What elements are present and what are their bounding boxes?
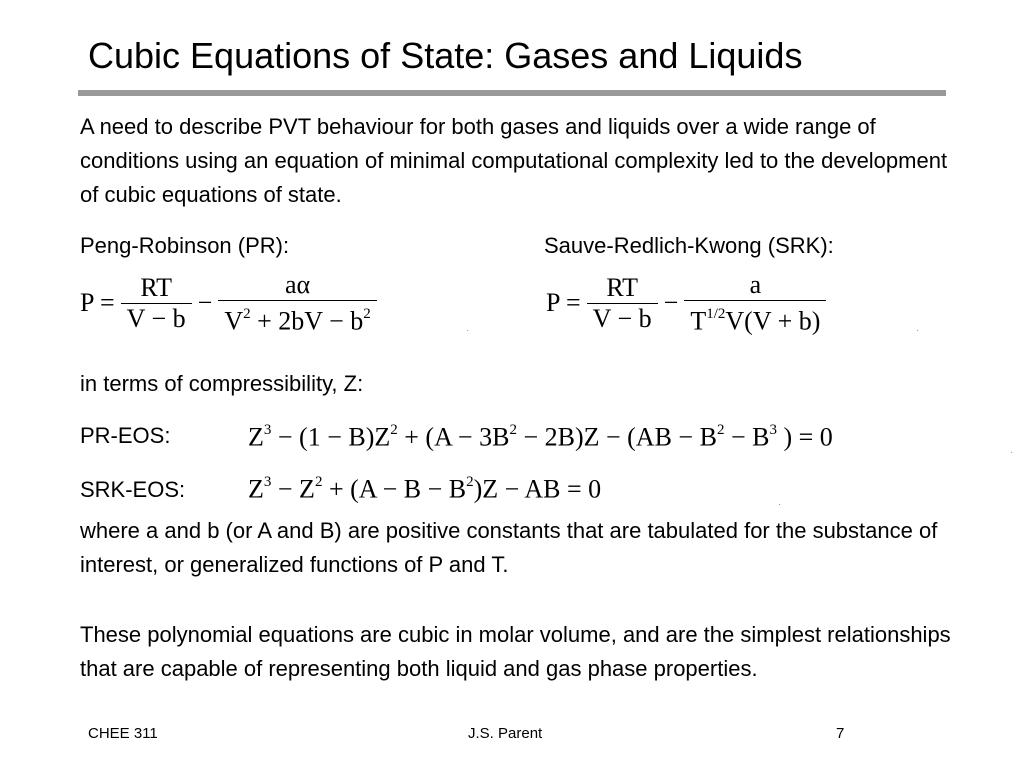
srk-eos-label: SRK-EOS: [80, 477, 186, 502]
pr-eos-sup: 2 [509, 422, 517, 438]
srk-eos-sup: 2 [314, 474, 323, 490]
footer-page-number: 7 [836, 725, 845, 742]
polynomial-paragraph: These polynomial equations are cubic in molar volume, and are the simplest relationships that are capable of representing both liquid and gas phase properties. [80, 622, 951, 681]
srk-eos-part: Z [248, 474, 264, 504]
pr-term1-denominator: V − b [121, 303, 192, 334]
srk-eos-part: − Z [277, 474, 315, 504]
srk-dot-mark: · [916, 325, 920, 336]
srk-eos-part: )Z − AB = 0 [473, 474, 602, 504]
pr-den-rest: + 2bV − b [257, 306, 364, 336]
srk-term2-fraction [684, 270, 826, 337]
pr-heading: Peng-Robinson (PR): [80, 233, 290, 258]
srk-eos-part: + (A − B − B [328, 474, 467, 504]
pr-eos-sup: 2 [390, 422, 398, 438]
pr-eos-part: − 2B)Z − (AB − B [523, 422, 717, 452]
srk-den-rest: V(V + b) [725, 306, 821, 336]
pr-eos-label: PR-EOS: [80, 423, 171, 448]
intro-paragraph: A need to describe PVT behaviour for both gases and liquids over a wide range of conditions using an equation of minimal computational complexity led to the development of cubic equations of state. [80, 114, 948, 207]
srk-eos-sup: 3 [263, 474, 272, 490]
srk-den-t: T [690, 306, 707, 336]
srk-eos-dot-mark: · [778, 499, 782, 510]
srk-term1-denominator: V − b [587, 303, 658, 334]
pr-eos-part: ) = 0 [783, 422, 833, 452]
pr-lhs: P = [80, 288, 115, 318]
srk-lhs: P = [546, 288, 581, 318]
srk-equation [546, 270, 826, 337]
footer-course: CHEE 311 [88, 725, 158, 742]
pr-term1-fraction [121, 273, 192, 334]
srk-heading: Sauve-Redlich-Kwong (SRK): [544, 233, 834, 258]
pr-eos-part: Z [248, 422, 264, 452]
srk-term2-denominator [684, 300, 826, 337]
pr-term2-denominator [218, 300, 376, 337]
constants-paragraph: where a and b (or A and B) are positive constants that are tabulated for the substance of interest, or generalized functions of P and T. [80, 518, 938, 577]
title-divider [78, 90, 946, 96]
srk-eos-sup: 2 [466, 474, 474, 490]
pr-eos-dot-mark: · [1010, 447, 1014, 458]
pr-dot-mark: · [466, 325, 470, 336]
pr-term2-fraction [218, 270, 376, 337]
pr-eos-sup: 3 [263, 422, 272, 438]
pr-eos-equation [248, 414, 833, 456]
pr-den-v: V [224, 306, 244, 336]
pr-eos-part: + (A − 3B [404, 422, 510, 452]
compressibility-line: in terms of compressibility, Z: [80, 371, 364, 396]
pr-den-sup1: 2 [243, 306, 251, 322]
pr-eos-sup: 2 [716, 422, 725, 438]
footer-author: J.S. Parent [468, 725, 543, 742]
slide-title: Cubic Equations of State: Gases and Liquids [88, 35, 803, 76]
srk-term2-numerator: a [749, 270, 762, 299]
srk-operator: − [663, 288, 679, 318]
srk-term1-fraction [587, 273, 658, 334]
pr-term1-numerator: RT [140, 272, 172, 302]
pr-den-sup2: 2 [363, 306, 371, 322]
pr-equation [80, 270, 377, 337]
srk-den-sup: 1/2 [706, 306, 726, 322]
srk-eos-equation [248, 466, 601, 508]
pr-eos-part: − B [730, 422, 770, 452]
pr-eos-sup: 3 [769, 422, 777, 438]
pr-eos-part: − (1 − B)Z [277, 422, 391, 452]
srk-term1-numerator: RT [606, 272, 638, 302]
pr-term2-numerator: aα [284, 270, 311, 299]
pr-operator: − [197, 288, 213, 318]
